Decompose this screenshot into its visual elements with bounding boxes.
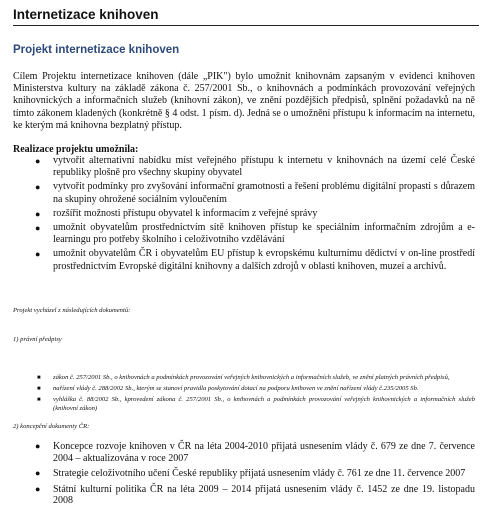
list-item: ● rozšířit možnosti přístupu obyvatel k informacím z veřejné správy	[35, 207, 318, 219]
section-heading: Projekt internetizace knihoven	[13, 44, 180, 56]
legal-heading: 1) právní předpisy	[13, 336, 62, 343]
list-item: ■ nařízení vlády č. 288/2002 Sb., kterým se stanoví pravidla poskytování dotací na podporu knihoven ve znění nařízení vlády č.235/2005 Sb.	[37, 385, 419, 392]
list-item: ● umožnit obyvatelům prostřednictvím sítě knihoven přístup ke speciálním informačním zdrojům a e-learningu pro potřeby školního i celoživotního vzdělávání	[35, 222, 475, 246]
list-item: ● Státní kulturní politika ČR na léta 2009 – 2014 přijatá usnesením vlády č. 1452 ze dne 19. listopadu 2008	[35, 483, 475, 507]
bullet-icon: ●	[35, 249, 41, 260]
docs-intro: Projekt vycházel z následujících dokumentů:	[13, 307, 131, 314]
bullet-icon: ●	[35, 208, 41, 219]
list-item: ● Koncepce rozvoje knihoven v ČR na léta 2004-2010 přijatá usnesením vlády č. 679 ze dne 7. července 2004 – aktualizována v roce 2007	[35, 441, 475, 464]
page-title: Internetizace knihoven	[13, 7, 479, 26]
bullet-icon: ■	[37, 386, 41, 392]
bullet-icon: ●	[35, 483, 41, 494]
realizace-heading: Realizace projektu umožnila:	[13, 144, 139, 155]
realizace-list	[13, 155, 475, 275]
list-item: ● vytvořit alternativní nabídku míst veřejného přístupu k internetu v knihovnách na území celé České republiky plošně pro všechny skupiny obyvatel	[35, 155, 475, 179]
concept-heading: 2) koncepční dokumenty ČR:	[13, 423, 90, 430]
bullet-icon: ■	[37, 375, 41, 381]
list-item: ● vytvořit podmínky pro zvyšování informační gramotnosti a řešení problému digitální propasti s důrazem na skupiny ohrožené sociálním vyloučením	[35, 181, 475, 205]
bullet-icon: ●	[35, 182, 41, 193]
intro-paragraph: Cílem Projektu internetizace knihoven (dále „PIK") bylo umožnit knihovnám zapsaným v evidenci knihoven Ministerstva kultury na základě zákona č. 257/2001 Sb., o knihovnách a podmínkách provozování veřejných knihovnických a informačních služeb (knihovní zákon), ve znění pozdějších předpisů, splnění požadavků na ně tímto zákonem kladených (konkrétně § 4 odst. 1 písm. d). Jedná se o umožnění přístupu k informacím na internetu, ke kterým má knihovna bezplatný přístup.	[13, 71, 475, 131]
concept-list	[13, 441, 475, 511]
list-item: ■ vyhláška č. 88/2002 Sb., kprovedení zákona č. 257/2001 Sb., o knihovnách a podmínkách provozování veřejných knihovnických a informačních služeb (knihovní zákon)	[37, 396, 475, 412]
bullet-icon: ●	[35, 223, 41, 234]
bullet-icon: ■	[37, 397, 41, 403]
bullet-icon: ●	[35, 468, 41, 479]
legal-list	[13, 373, 475, 415]
bullet-icon: ●	[35, 441, 41, 451]
list-item: ■ zákon č. 257/2001 Sb., o knihovnách a podmínkách provozování veřejných knihovnických a informačních služeb, ve znění platných právních předpisů,	[37, 374, 450, 381]
bullet-icon: ●	[35, 156, 41, 166]
list-item: ● Strategie celoživotního učení České republiky přijatá usnesením vlády č. 761 ze dne 11. července 2007	[35, 468, 466, 480]
list-item: ● umožnit obyvatelům ČR i obyvatelům EU přístup k evropskému kulturnímu dědictví v on-line prostředí prostřednictvím Evropské digitální knihovny a dalších zdrojů v oblasti knihoven, muzeí a archivů.	[35, 248, 475, 272]
